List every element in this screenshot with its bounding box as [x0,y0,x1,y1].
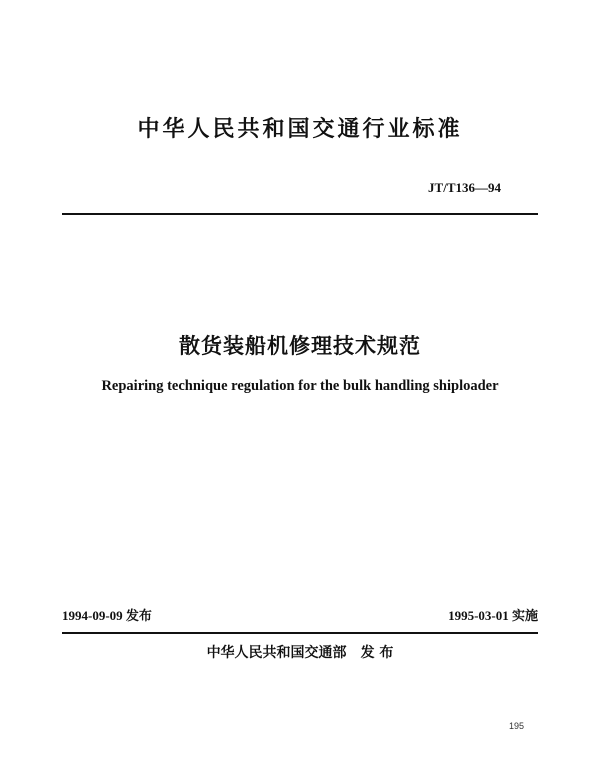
bottom-divider [62,632,538,634]
publisher-line [0,642,600,662]
issue-date: 1994-09-09 发布 [62,608,152,623]
top-divider [62,213,538,215]
publisher-action: 发 布 [360,645,394,661]
document-title-chinese: 散货装船机修理技术规范 [179,334,421,358]
standard-number: JT/T136—94 [428,180,501,195]
document-title-english: Repairing technique regulation for the bulk handling shiploader [101,378,499,394]
implementation-date: 1995-03-01 实施 [448,608,538,623]
publisher-name: 中华人民共和国交通部 [206,645,347,661]
standard-category-title: 中华人民共和国交通行业标准 [137,117,463,142]
page-number: 195 [508,721,524,731]
